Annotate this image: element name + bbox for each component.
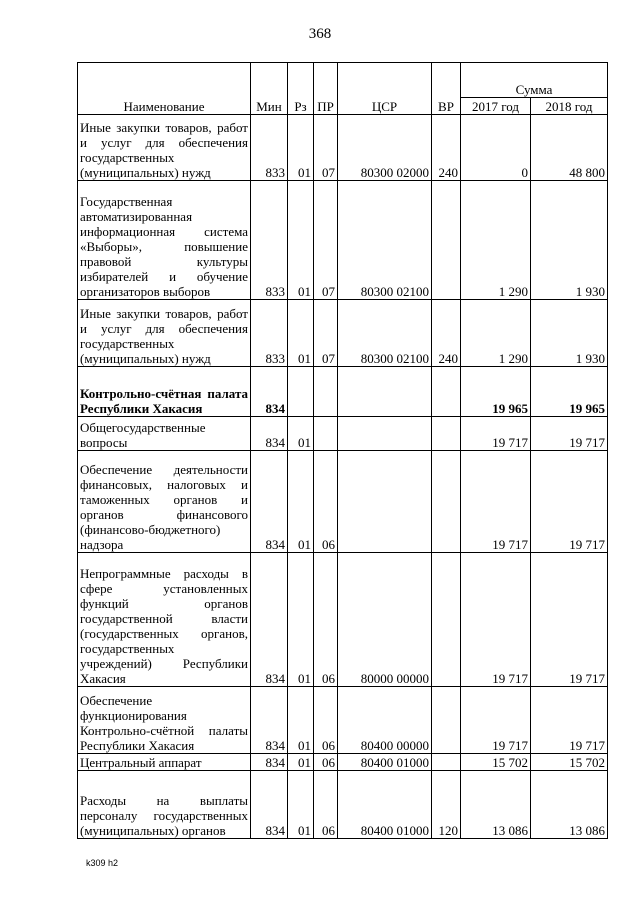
cell-name: Контрольно-счётная палата Республики Хакасия [78, 367, 251, 417]
cell-min: 834 [251, 553, 288, 687]
cell-min: 834 [251, 687, 288, 754]
cell-rz: 01 [288, 754, 314, 771]
cell-name: Центральный аппарат [78, 754, 251, 771]
cell-pr: 06 [314, 771, 338, 839]
cell-y2018: 19 717 [531, 417, 608, 451]
cell-csr: 80400 01000 [338, 771, 432, 839]
cell-vr: 240 [432, 300, 461, 367]
cell-pr: 06 [314, 754, 338, 771]
cell-name: Обеспечение функционирования Контрольно-счётной палаты Республики Хакасия [78, 687, 251, 754]
cell-rz: 01 [288, 417, 314, 451]
header-name: Наименование [78, 63, 251, 115]
cell-rz: 01 [288, 771, 314, 839]
cell-csr [338, 417, 432, 451]
cell-y2018: 1 930 [531, 300, 608, 367]
table-row [78, 771, 608, 839]
cell-vr [432, 417, 461, 451]
cell-name: Иные закупки товаров, работ и услуг для обеспечения государственных (муниципальных) нужд [78, 300, 251, 367]
budget-table [77, 62, 608, 839]
cell-min: 834 [251, 367, 288, 417]
cell-csr: 80400 00000 [338, 687, 432, 754]
header-rz: Рз [288, 63, 314, 115]
cell-csr [338, 451, 432, 553]
cell-csr: 80300 02100 [338, 300, 432, 367]
table-row [78, 754, 608, 771]
cell-y2018: 15 702 [531, 754, 608, 771]
cell-min: 834 [251, 451, 288, 553]
cell-rz: 01 [288, 451, 314, 553]
cell-csr [338, 367, 432, 417]
header-min: Мин [251, 63, 288, 115]
cell-csr: 80300 02000 [338, 115, 432, 181]
cell-pr: 07 [314, 181, 338, 300]
cell-csr: 80300 02100 [338, 181, 432, 300]
cell-rz: 01 [288, 687, 314, 754]
cell-min: 833 [251, 300, 288, 367]
header-pr: ПР [314, 63, 338, 115]
cell-pr: 07 [314, 115, 338, 181]
cell-vr: 240 [432, 115, 461, 181]
cell-rz: 01 [288, 300, 314, 367]
cell-min: 834 [251, 771, 288, 839]
cell-name: Иные закупки товаров, работ и услуг для обеспечения государственных (муниципальных) нужд [78, 115, 251, 181]
cell-pr: 06 [314, 451, 338, 553]
cell-y2017: 19 717 [461, 553, 531, 687]
table-row [78, 300, 608, 367]
table-row [78, 553, 608, 687]
cell-y2018: 19 965 [531, 367, 608, 417]
cell-y2017: 13 086 [461, 771, 531, 839]
header-2017: 2017 год [461, 98, 531, 115]
cell-y2017: 1 290 [461, 181, 531, 300]
cell-pr [314, 367, 338, 417]
table-row [78, 417, 608, 451]
cell-pr [314, 417, 338, 451]
table-row [78, 687, 608, 754]
cell-vr [432, 367, 461, 417]
cell-vr [432, 553, 461, 687]
cell-min: 834 [251, 417, 288, 451]
cell-rz: 01 [288, 115, 314, 181]
cell-name: Непрограммные расходы в сфере установленных функций органов государственной власти (государственных органов, государственных учреждений) Республики Хакасия [78, 553, 251, 687]
cell-name: Расходы на выплаты персоналу государственных (муниципальных) органов [78, 771, 251, 839]
cell-rz: 01 [288, 553, 314, 687]
cell-min: 834 [251, 754, 288, 771]
cell-rz [288, 367, 314, 417]
cell-min: 833 [251, 115, 288, 181]
cell-min: 833 [251, 181, 288, 300]
cell-rz: 01 [288, 181, 314, 300]
table-row [78, 181, 608, 300]
cell-y2018: 1 930 [531, 181, 608, 300]
cell-pr: 06 [314, 687, 338, 754]
cell-name: Обеспечение деятельности финансовых, налоговых и таможенных органов и органов финансового (финансово-бюджетного) надзора [78, 451, 251, 553]
cell-y2017: 1 290 [461, 300, 531, 367]
cell-pr: 07 [314, 300, 338, 367]
cell-y2017: 19 965 [461, 367, 531, 417]
header-vr: ВР [432, 63, 461, 115]
cell-y2017: 19 717 [461, 417, 531, 451]
cell-pr: 06 [314, 553, 338, 687]
cell-name: Общегосударственные вопросы [78, 417, 251, 451]
cell-y2018: 48 800 [531, 115, 608, 181]
cell-y2017: 0 [461, 115, 531, 181]
cell-y2018: 19 717 [531, 553, 608, 687]
cell-y2017: 15 702 [461, 754, 531, 771]
cell-vr [432, 451, 461, 553]
cell-y2018: 19 717 [531, 687, 608, 754]
table-row [78, 367, 608, 417]
cell-y2017: 19 717 [461, 451, 531, 553]
cell-vr [432, 181, 461, 300]
header-csr: ЦСР [338, 63, 432, 115]
cell-y2018: 19 717 [531, 451, 608, 553]
header-sum: Сумма [461, 63, 608, 98]
cell-vr: 120 [432, 771, 461, 839]
cell-vr [432, 754, 461, 771]
cell-csr: 80000 00000 [338, 553, 432, 687]
header-2018: 2018 год [531, 98, 608, 115]
table-row [78, 451, 608, 553]
cell-vr [432, 687, 461, 754]
cell-y2018: 13 086 [531, 771, 608, 839]
cell-y2017: 19 717 [461, 687, 531, 754]
footer-code: k309 h2 [86, 858, 119, 868]
page-number: 368 [308, 26, 332, 42]
cell-name: Государственная автоматизированная информационная система «Выборы», повышение правовой культуры избирателей и обучение организаторов выборов [78, 181, 251, 300]
cell-csr: 80400 01000 [338, 754, 432, 771]
table-row [78, 115, 608, 181]
